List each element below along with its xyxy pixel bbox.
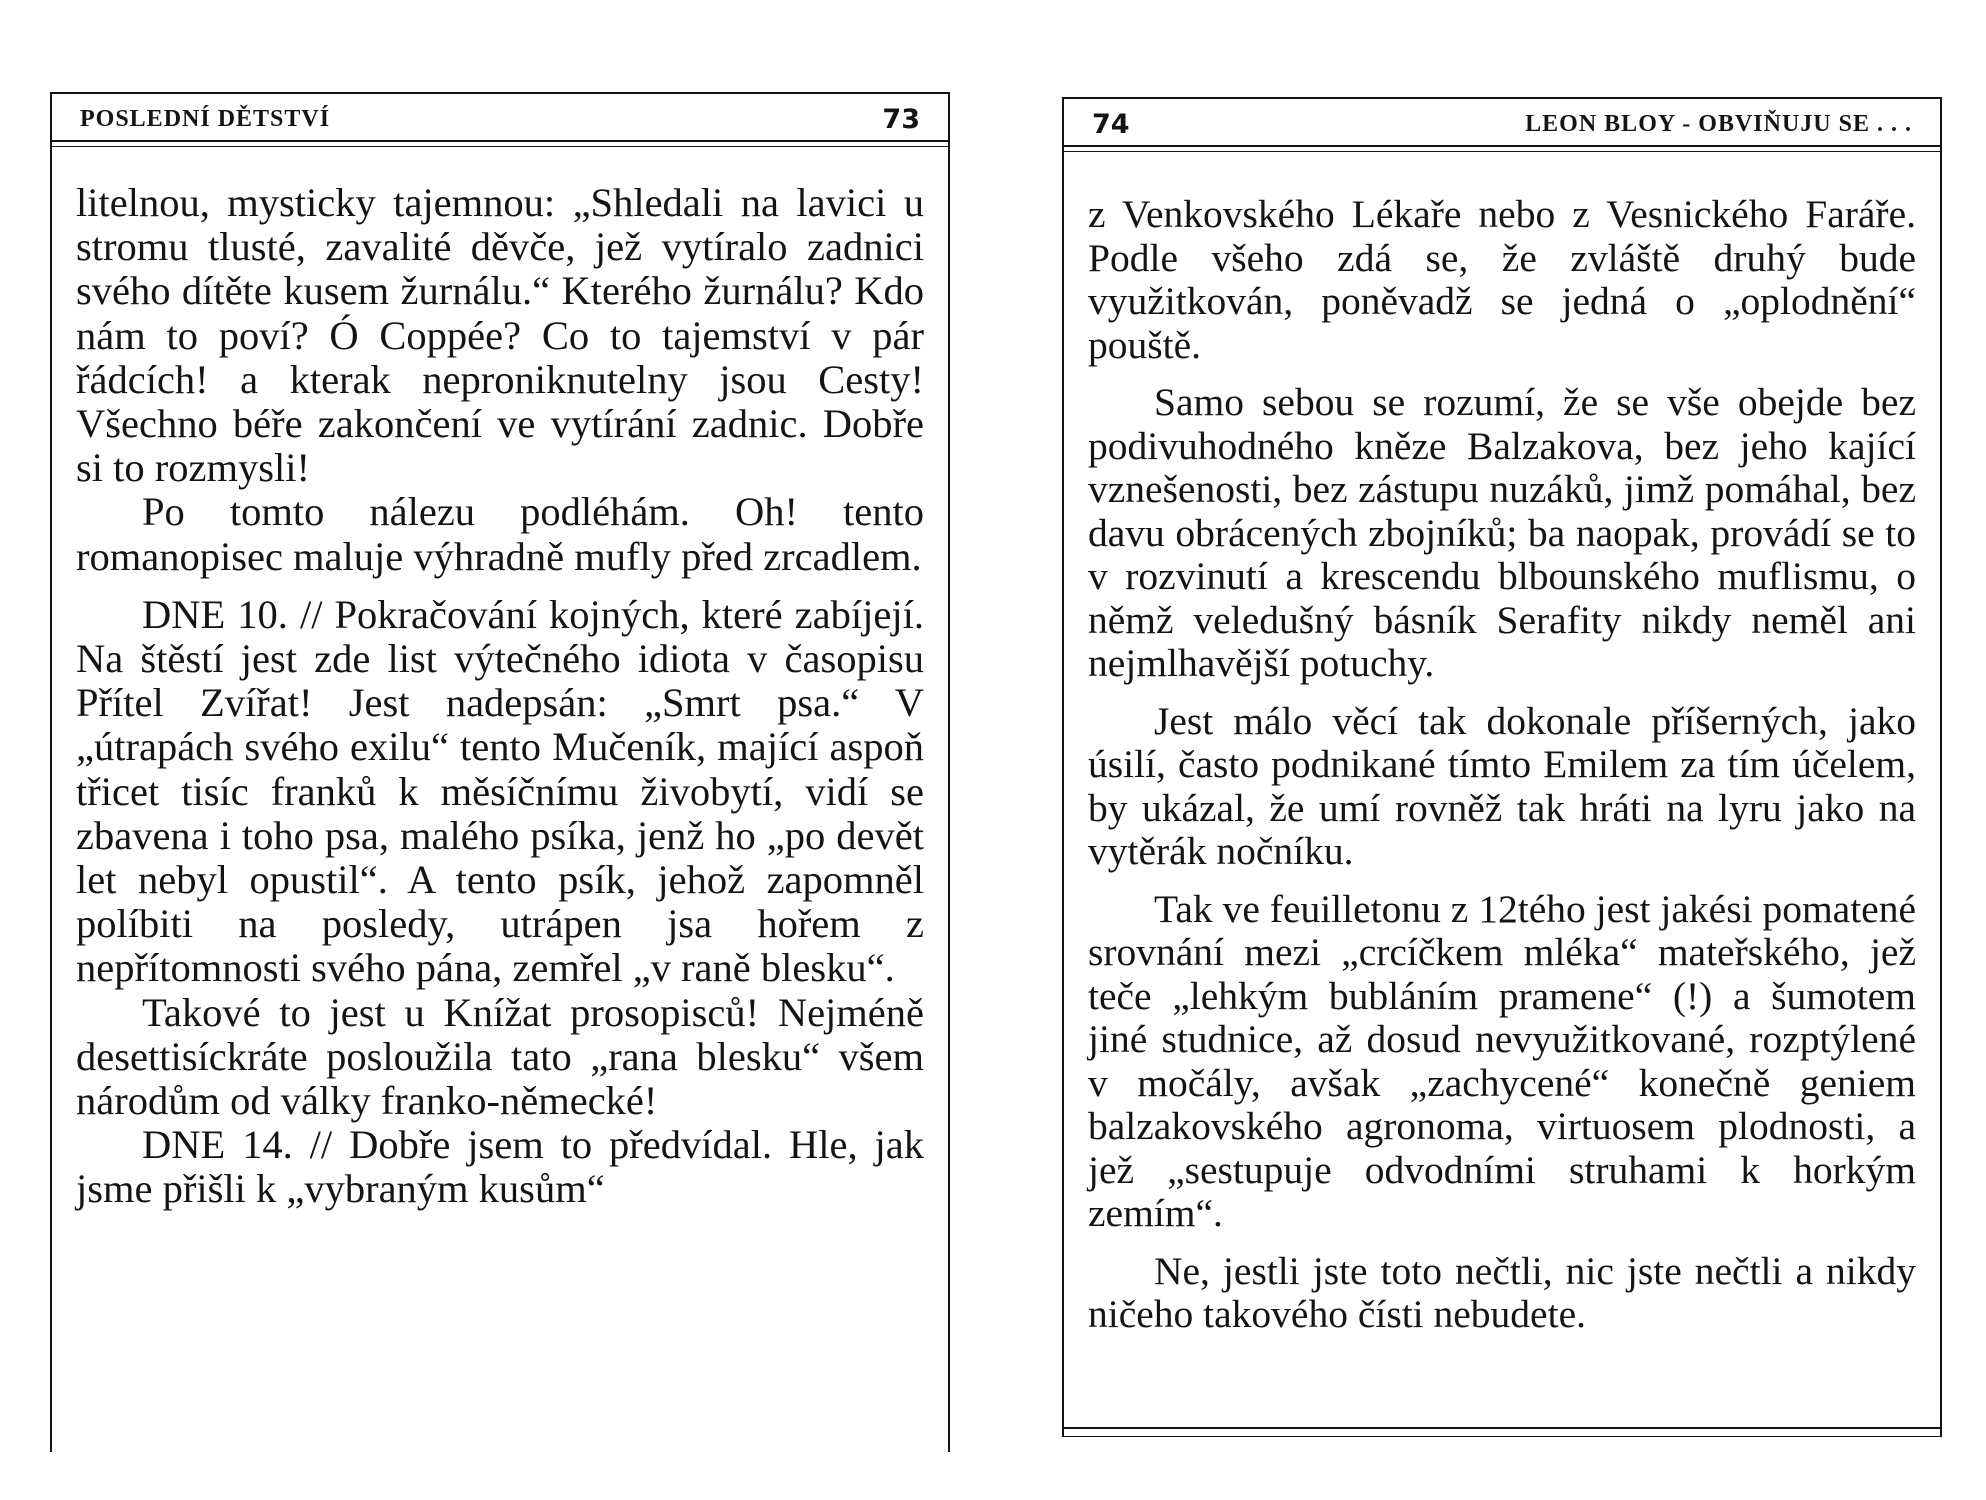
page-number: 74 bbox=[1092, 108, 1130, 140]
paragraph: Samo sebou se rozumí, že se vše obejde bez podivuhodného kněze Balzakova, bez jeho kající vznešenosti, bez zástupu nuzáků, jimž pomáhal, bez davu obrácených zbojníků; ba naopak, provádí se to v rozvinutí a krescendu blbounského muflismu, o němž veledušný básník Serafity nikdy neměl ani nejmlhavější potuchy. bbox=[1088, 380, 1916, 685]
footer-rule-thin bbox=[1062, 1436, 1942, 1437]
running-head-title: LEON BLOY - OBVIŇUJU SE . . . bbox=[1525, 110, 1912, 137]
header-rule-thin bbox=[1062, 151, 1942, 152]
paragraph: z Venkovského Lékaře nebo z Vesnického Faráře. Podle všeho zdá se, že zvláště druhý bude využitkován, poněvadž se jedná o „oplodnění“ pouště. bbox=[1088, 192, 1916, 367]
right-border bbox=[1940, 97, 1942, 1437]
paragraph: Tak ve feuilletonu z 12tého jest jakési pomatené srovnání mezi „crcíčkem mléka“ mateřského, jež teče „lehkým bubláním pramene“ (!) a šumotem jiné studnice, až dosud nevyužitkované, rozptýlené v močály, avšak „zachycené“ konečně geniem balzakovského agronoma, virtuosem plodnosti, a jež „sestupuje odvodními struhami k horkým zemím“. bbox=[1088, 886, 1916, 1235]
header-rule-thin bbox=[50, 146, 950, 147]
paragraph: DNE 14. // Dobře jsem to předvídal. Hle, jak jsme přišli k „vybraným kusům“ bbox=[76, 1122, 924, 1212]
page-number: 73 bbox=[882, 103, 920, 135]
footer-rule bbox=[1062, 1427, 1942, 1429]
right-border bbox=[948, 92, 950, 1452]
running-head bbox=[1092, 107, 1912, 141]
left-page bbox=[50, 92, 950, 1452]
header-rule bbox=[50, 140, 950, 142]
right-page bbox=[1062, 97, 1942, 1437]
paragraph: Takové to jest u Knížat prosopisců! Nejméně desettisíckráte posloužila tato „rana blesku“ všem národům od války franko-německé! bbox=[76, 989, 924, 1124]
paragraph: Po tomto nálezu podléhám. Oh! tento romanopisec maluje výhradně mufly před zrcadlem. bbox=[76, 489, 924, 579]
left-border bbox=[50, 92, 52, 1452]
header-top-rule bbox=[1062, 97, 1942, 99]
header-top-rule bbox=[50, 92, 950, 94]
paragraph: DNE 10. // Pokračování kojných, které zabíjejí. Na štěstí jest zde list výtečného idiota v časopisu Přítel Zvířat! Jest nadepsán: „Smrt psa.“ V „útrapách svého exilu“ tento Mučeník, mající aspoň třicet tisíc franků k měsíčnímu živobytí, vidí se zbavena i toho psa, malého psíka, jenž ho „po devět let nebyl opustil“. A tento psík, jehož zapomněl políbiti na posledy, utrápen jsa hořem z nepřítomnosti svého pána, zemřel „v raně blesku“. bbox=[76, 591, 924, 991]
paragraph: Jest málo věcí tak dokonale příšerných, jako úsilí, často podnikané tímto Emilem za tím účelem, by ukázal, že umí rovněž tak hráti na lyru jako na vytěrák nočníku. bbox=[1088, 698, 1916, 873]
left-border bbox=[1062, 97, 1064, 1437]
running-head-title: POSLEDNÍ DĚTSTVÍ bbox=[80, 105, 331, 132]
page-text bbox=[76, 181, 924, 1212]
paragraph: Ne, jestli jste toto nečtli, nic jste nečtli a nikdy ničeho takového čísti nebudete. bbox=[1088, 1248, 1916, 1336]
paragraph: litelnou, mysticky tajemnou: „Shledali na lavici u stromu tlusté, zavalité děvče, jež vytíralo zadnici svého dítěte kusem žurnálu.“ Kterého žurnálu? Kdo nám to poví? Ó Coppée? Co to tajemství v pár řádcích! a kterak neproniknutelny jsou Cesty! Všechno béře zakončení ve vytírání zadnic. Dobře si to rozmysli! bbox=[76, 180, 924, 491]
header-rule bbox=[1062, 145, 1942, 147]
page-text bbox=[1088, 193, 1916, 1337]
running-head bbox=[80, 102, 920, 136]
